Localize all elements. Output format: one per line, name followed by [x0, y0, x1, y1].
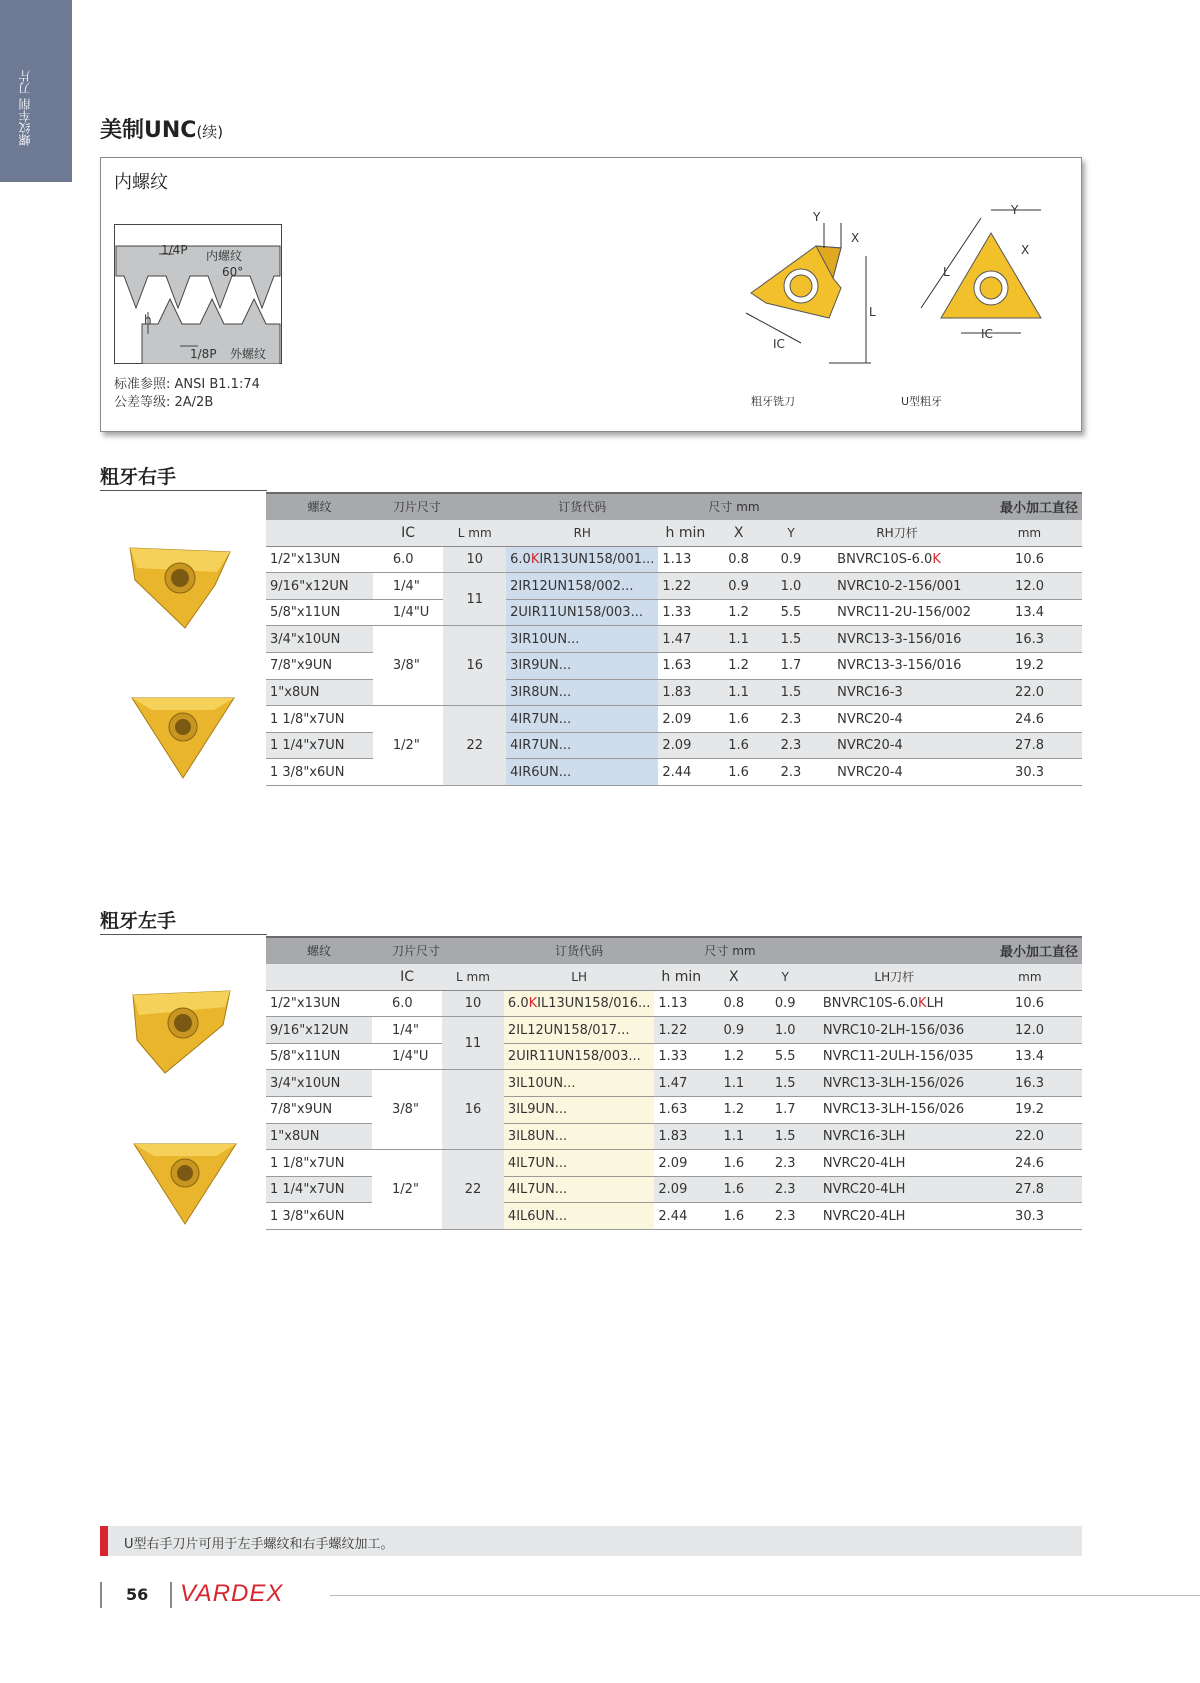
x-cell: 1.2 — [712, 599, 764, 626]
y-cell: 1.7 — [765, 653, 817, 680]
code-cell: 4IR7UN... — [506, 732, 658, 759]
l-cell: 11 — [442, 1017, 504, 1070]
thread-cell: 1"x8UN — [266, 1123, 372, 1150]
y-cell: 0.9 — [765, 546, 817, 573]
brand-logo: VARDEX — [180, 1580, 284, 1607]
thread-profile-diagram — [114, 224, 282, 364]
rh-head-ic: IC — [373, 520, 443, 547]
diag-external: 外螺纹 — [230, 347, 267, 361]
x-cell: 1.2 — [708, 1043, 759, 1070]
thread-cell: 1 1/8"x7UN — [266, 1150, 372, 1177]
thread-cell: 7/8"x9UN — [266, 653, 373, 680]
y-cell: 2.3 — [760, 1150, 811, 1177]
x-cell: 0.8 — [712, 546, 764, 573]
code-cell: 4IL7UN... — [504, 1150, 654, 1177]
code-cell: 3IR9UN... — [506, 653, 658, 680]
x-cell: 1.2 — [708, 1097, 759, 1124]
lh-head-dims: 尺寸 mm — [654, 937, 810, 964]
d-cell: 30.3 — [978, 1203, 1082, 1230]
side-tab-label: 螺纹车削 刀片 — [18, 70, 32, 146]
u-ic-label: IC — [981, 327, 993, 341]
holder-cell: NVRC20-4LH — [811, 1150, 978, 1177]
code-cell: 3IL8UN... — [504, 1123, 654, 1150]
l-cell: 16 — [443, 626, 506, 706]
rh-head-insert-size: 刀片尺寸 — [373, 493, 506, 520]
diag-internal: 内螺纹 — [206, 249, 243, 263]
table-row — [266, 1150, 1082, 1177]
d-cell: 12.0 — [977, 573, 1082, 600]
holder-cell — [811, 990, 978, 1017]
thread-cell: 9/16"x12UN — [266, 1017, 372, 1044]
d-cell: 19.2 — [977, 653, 1082, 680]
u-y-label: Y — [1011, 203, 1019, 217]
h-cell: 1.47 — [654, 1070, 708, 1097]
h-cell: 1.83 — [654, 1123, 708, 1150]
y-cell: 1.5 — [765, 679, 817, 706]
milling-x-label: X — [851, 231, 860, 245]
holder-cell: NVRC13-3-156/016 — [817, 653, 977, 680]
l-cell: 22 — [443, 706, 506, 786]
d-cell: 30.3 — [977, 759, 1082, 786]
code-part: IL13UN158/016... — [537, 995, 651, 1011]
note-bar — [100, 1526, 1082, 1556]
lh-head-x: X — [708, 964, 759, 991]
h-cell: 2.44 — [654, 1203, 708, 1230]
u-x-label: X — [1021, 243, 1030, 257]
y-cell: 2.3 — [760, 1176, 811, 1203]
holder-cell: NVRC20-4 — [817, 759, 977, 786]
holder-cell — [817, 546, 977, 573]
d-cell: 24.6 — [978, 1150, 1082, 1177]
note-marker — [100, 1526, 108, 1556]
side-tab — [0, 0, 72, 182]
ic-cell: 1/4"U — [373, 599, 443, 626]
thread-cell: 3/4"x10UN — [266, 626, 373, 653]
d-cell: 10.6 — [978, 990, 1082, 1017]
y-cell: 1.5 — [760, 1123, 811, 1150]
standard-text — [114, 376, 260, 412]
code-k: K — [528, 995, 538, 1011]
d-cell: 19.2 — [978, 1097, 1082, 1124]
ic-cell: 1/4" — [372, 1017, 442, 1044]
table-row — [266, 573, 1082, 600]
lh-head-hmin: h min — [654, 964, 708, 991]
thread-cell: 5/8"x11UN — [266, 599, 373, 626]
holder-cell: NVRC13-3LH-156/026 — [811, 1097, 978, 1124]
tolerance-grade: 公差等级: 2A/2B — [114, 395, 214, 410]
x-cell: 1.1 — [712, 679, 764, 706]
lh-milling-insert-image — [125, 985, 240, 1080]
h-cell: 1.33 — [658, 599, 712, 626]
ic-cell: 6.0 — [373, 546, 443, 573]
page-title-suffix: (续) — [196, 123, 224, 141]
d-cell: 24.6 — [977, 706, 1082, 733]
rh-head-code: RH — [506, 520, 658, 547]
d-cell: 27.8 — [977, 732, 1082, 759]
footer-divider — [100, 1582, 102, 1608]
code-part: 6.0 — [510, 551, 531, 567]
h-cell: 1.47 — [658, 626, 712, 653]
page-title — [100, 113, 223, 144]
d-cell: 13.4 — [978, 1043, 1082, 1070]
thread-cell: 1/2"x13UN — [266, 546, 373, 573]
lh-head-ic: IC — [372, 964, 442, 991]
table-row — [266, 990, 1082, 1017]
h-cell: 1.63 — [658, 653, 712, 680]
left-section-rule — [100, 934, 267, 935]
rh-head-hmin: h min — [658, 520, 712, 547]
d-cell: 16.3 — [978, 1070, 1082, 1097]
code-cell: 2IR12UN158/002... — [506, 573, 658, 600]
holder-cell: NVRC20-4LH — [811, 1176, 978, 1203]
l-cell: 16 — [442, 1070, 504, 1150]
milling-ic-label: IC — [773, 337, 785, 351]
d-cell: 13.4 — [977, 599, 1082, 626]
thread-cell: 1 3/8"x6UN — [266, 1203, 372, 1230]
holder-part: BNVRC10S-6.0 — [822, 995, 919, 1011]
x-cell: 0.8 — [708, 990, 759, 1017]
holder-cell: NVRC11-2U-156/002 — [817, 599, 977, 626]
diag-p-eighth: 1/8P — [190, 347, 217, 361]
milling-y-label: Y — [813, 210, 821, 224]
l-cell: 11 — [443, 573, 506, 626]
code-cell: 2IL12UN158/017... — [504, 1017, 654, 1044]
diag-p-quarter: 1/4P — [161, 243, 188, 257]
table-row — [266, 1017, 1082, 1044]
holder-cell: NVRC20-4 — [817, 732, 977, 759]
d-cell: 10.6 — [977, 546, 1082, 573]
y-cell: 2.3 — [760, 1203, 811, 1230]
y-cell: 1.5 — [765, 626, 817, 653]
lh-head-y: Y — [760, 964, 811, 991]
ic-cell: 1/2" — [372, 1150, 442, 1230]
l-cell: 10 — [443, 546, 506, 573]
holder-k: K — [932, 551, 941, 567]
u-l-label: L — [943, 265, 950, 279]
table-row — [266, 626, 1082, 653]
h-cell: 1.83 — [658, 679, 712, 706]
x-cell: 0.9 — [708, 1017, 759, 1044]
code-cell: 3IR10UN... — [506, 626, 658, 653]
rh-head-order-code: 订货代码 — [506, 493, 658, 520]
footer-line — [330, 1595, 1200, 1596]
milling-insert-diagram — [701, 188, 891, 368]
right-section-rule — [100, 490, 267, 491]
d-cell: 22.0 — [978, 1123, 1082, 1150]
holder-cell: NVRC13-3LH-156/026 — [811, 1070, 978, 1097]
rh-u-insert-image — [128, 692, 238, 782]
h-cell: 1.22 — [658, 573, 712, 600]
rh-milling-insert-image — [125, 540, 240, 635]
l-cell: 22 — [442, 1150, 504, 1230]
rh-head-x: X — [712, 520, 764, 547]
holder-cell: NVRC20-4 — [817, 706, 977, 733]
info-title: 内螺纹 — [114, 172, 168, 193]
diag-angle: 60° — [222, 265, 244, 279]
rh-head-min-dia: 最小加工直径 — [977, 493, 1082, 520]
thread-cell: 1"x8UN — [266, 679, 373, 706]
h-cell: 1.63 — [654, 1097, 708, 1124]
h-cell: 2.09 — [658, 706, 712, 733]
rh-head-l: L mm — [443, 520, 506, 547]
holder-cell: NVRC10-2-156/001 — [817, 573, 977, 600]
x-cell: 1.2 — [712, 653, 764, 680]
thread-cell: 5/8"x11UN — [266, 1043, 372, 1070]
code-cell: 2UIR11UN158/003... — [504, 1043, 654, 1070]
y-cell: 1.5 — [760, 1070, 811, 1097]
rh-head-holder: RH刀杆 — [817, 520, 977, 547]
thread-cell: 3/4"x10UN — [266, 1070, 372, 1097]
d-cell: 27.8 — [978, 1176, 1082, 1203]
holder-part: BNVRC10S-6.0 — [837, 551, 933, 567]
code-cell: 4IL7UN... — [504, 1176, 654, 1203]
y-cell: 2.3 — [765, 759, 817, 786]
holder-cell: NVRC20-4LH — [811, 1203, 978, 1230]
code-cell — [506, 546, 658, 573]
h-cell: 2.09 — [654, 1150, 708, 1177]
u-insert-diagram — [881, 198, 1061, 348]
lh-head-insert-size: 刀片尺寸 — [372, 937, 504, 964]
x-cell: 1.6 — [708, 1203, 759, 1230]
h-cell: 2.44 — [658, 759, 712, 786]
thread-cell: 7/8"x9UN — [266, 1097, 372, 1124]
milling-l-label: L — [869, 305, 876, 319]
page-title-main: 美制UNC — [100, 118, 197, 143]
ic-cell: 3/8" — [372, 1070, 442, 1150]
left-section-title: 粗牙左手 — [100, 910, 177, 932]
y-cell: 2.3 — [765, 706, 817, 733]
code-part: 6.0 — [507, 995, 529, 1011]
y-cell: 1.0 — [765, 573, 817, 600]
y-cell: 2.3 — [765, 732, 817, 759]
thread-cell: 9/16"x12UN — [266, 573, 373, 600]
ic-cell: 1/2" — [373, 706, 443, 786]
x-cell: 1.6 — [712, 706, 764, 733]
h-cell: 1.13 — [654, 990, 708, 1017]
rh-table — [266, 492, 1082, 786]
code-cell: 2UIR11UN158/003... — [506, 599, 658, 626]
d-cell: 22.0 — [977, 679, 1082, 706]
holder-part: LH — [926, 995, 944, 1011]
page-number: 56 — [126, 1585, 149, 1604]
d-cell: 16.3 — [977, 626, 1082, 653]
x-cell: 1.6 — [708, 1150, 759, 1177]
h-cell: 2.09 — [658, 732, 712, 759]
x-cell: 1.6 — [708, 1176, 759, 1203]
code-k: K — [530, 551, 540, 567]
x-cell: 0.9 — [712, 573, 764, 600]
thread-cell: 1 1/4"x7UN — [266, 732, 373, 759]
l-cell: 10 — [442, 990, 504, 1017]
ic-cell: 3/8" — [373, 626, 443, 706]
ic-cell: 1/4"U — [372, 1043, 442, 1070]
y-cell: 5.5 — [760, 1043, 811, 1070]
footer-divider — [170, 1582, 172, 1608]
rh-head-mm: mm — [977, 520, 1082, 547]
y-cell: 1.7 — [760, 1097, 811, 1124]
milling-insert-caption: 粗牙铣刀 — [751, 395, 795, 408]
h-cell: 1.33 — [654, 1043, 708, 1070]
code-cell: 4IR6UN... — [506, 759, 658, 786]
y-cell: 5.5 — [765, 599, 817, 626]
standard-ref: 标准参照: ANSI B1.1:74 — [114, 377, 260, 392]
ic-cell: 6.0 — [372, 990, 442, 1017]
x-cell: 1.6 — [712, 759, 764, 786]
x-cell: 1.6 — [712, 732, 764, 759]
holder-cell: NVRC11-2ULH-156/035 — [811, 1043, 978, 1070]
thread-cell: 1 1/8"x7UN — [266, 706, 373, 733]
code-cell: 3IL10UN... — [504, 1070, 654, 1097]
note-text: U型右手刀片可用于左手螺纹和右手螺纹加工。 — [124, 1537, 394, 1552]
table-row — [266, 1070, 1082, 1097]
right-section-title: 粗牙右手 — [100, 466, 177, 488]
holder-cell: NVRC10-2LH-156/036 — [811, 1017, 978, 1044]
h-cell: 1.13 — [658, 546, 712, 573]
thread-cell: 1 1/4"x7UN — [266, 1176, 372, 1203]
code-cell: 4IR7UN... — [506, 706, 658, 733]
ic-cell: 1/4" — [373, 573, 443, 600]
u-insert-caption: U型粗牙 — [901, 395, 943, 408]
lh-head-holder: LH刀杆 — [811, 964, 978, 991]
x-cell: 1.1 — [712, 626, 764, 653]
code-cell: 3IR8UN... — [506, 679, 658, 706]
code-cell: 3IL9UN... — [504, 1097, 654, 1124]
thread-cell: 1 3/8"x6UN — [266, 759, 373, 786]
table-row — [266, 706, 1082, 733]
h-cell: 1.22 — [654, 1017, 708, 1044]
lh-head-order-code: 订货代码 — [504, 937, 654, 964]
d-cell: 12.0 — [978, 1017, 1082, 1044]
table-row — [266, 1043, 1082, 1070]
holder-k: K — [918, 995, 927, 1011]
holder-cell: NVRC16-3 — [817, 679, 977, 706]
rh-head-y: Y — [765, 520, 817, 547]
y-cell: 0.9 — [760, 990, 811, 1017]
diag-h: h — [144, 313, 152, 327]
y-cell: 1.0 — [760, 1017, 811, 1044]
code-part: IR13UN158/001... — [539, 551, 655, 567]
lh-head-min-dia: 最小加工直径 — [978, 937, 1082, 964]
code-cell — [504, 990, 654, 1017]
table-row — [266, 546, 1082, 573]
holder-cell: NVRC13-3-156/016 — [817, 626, 977, 653]
info-box — [100, 157, 1082, 432]
lh-head-mm: mm — [978, 964, 1082, 991]
table-row — [266, 599, 1082, 626]
thread-cell: 1/2"x13UN — [266, 990, 372, 1017]
rh-head-thread: 螺纹 — [266, 493, 373, 520]
lh-head-l: L mm — [442, 964, 504, 991]
lh-table — [266, 936, 1082, 1230]
h-cell: 2.09 — [654, 1176, 708, 1203]
code-cell: 4IL6UN... — [504, 1203, 654, 1230]
x-cell: 1.1 — [708, 1123, 759, 1150]
lh-u-insert-image — [130, 1138, 240, 1228]
lh-head-code: LH — [504, 964, 654, 991]
rh-head-dims: 尺寸 mm — [658, 493, 817, 520]
holder-cell: NVRC16-3LH — [811, 1123, 978, 1150]
x-cell: 1.1 — [708, 1070, 759, 1097]
lh-head-thread: 螺纹 — [266, 937, 372, 964]
